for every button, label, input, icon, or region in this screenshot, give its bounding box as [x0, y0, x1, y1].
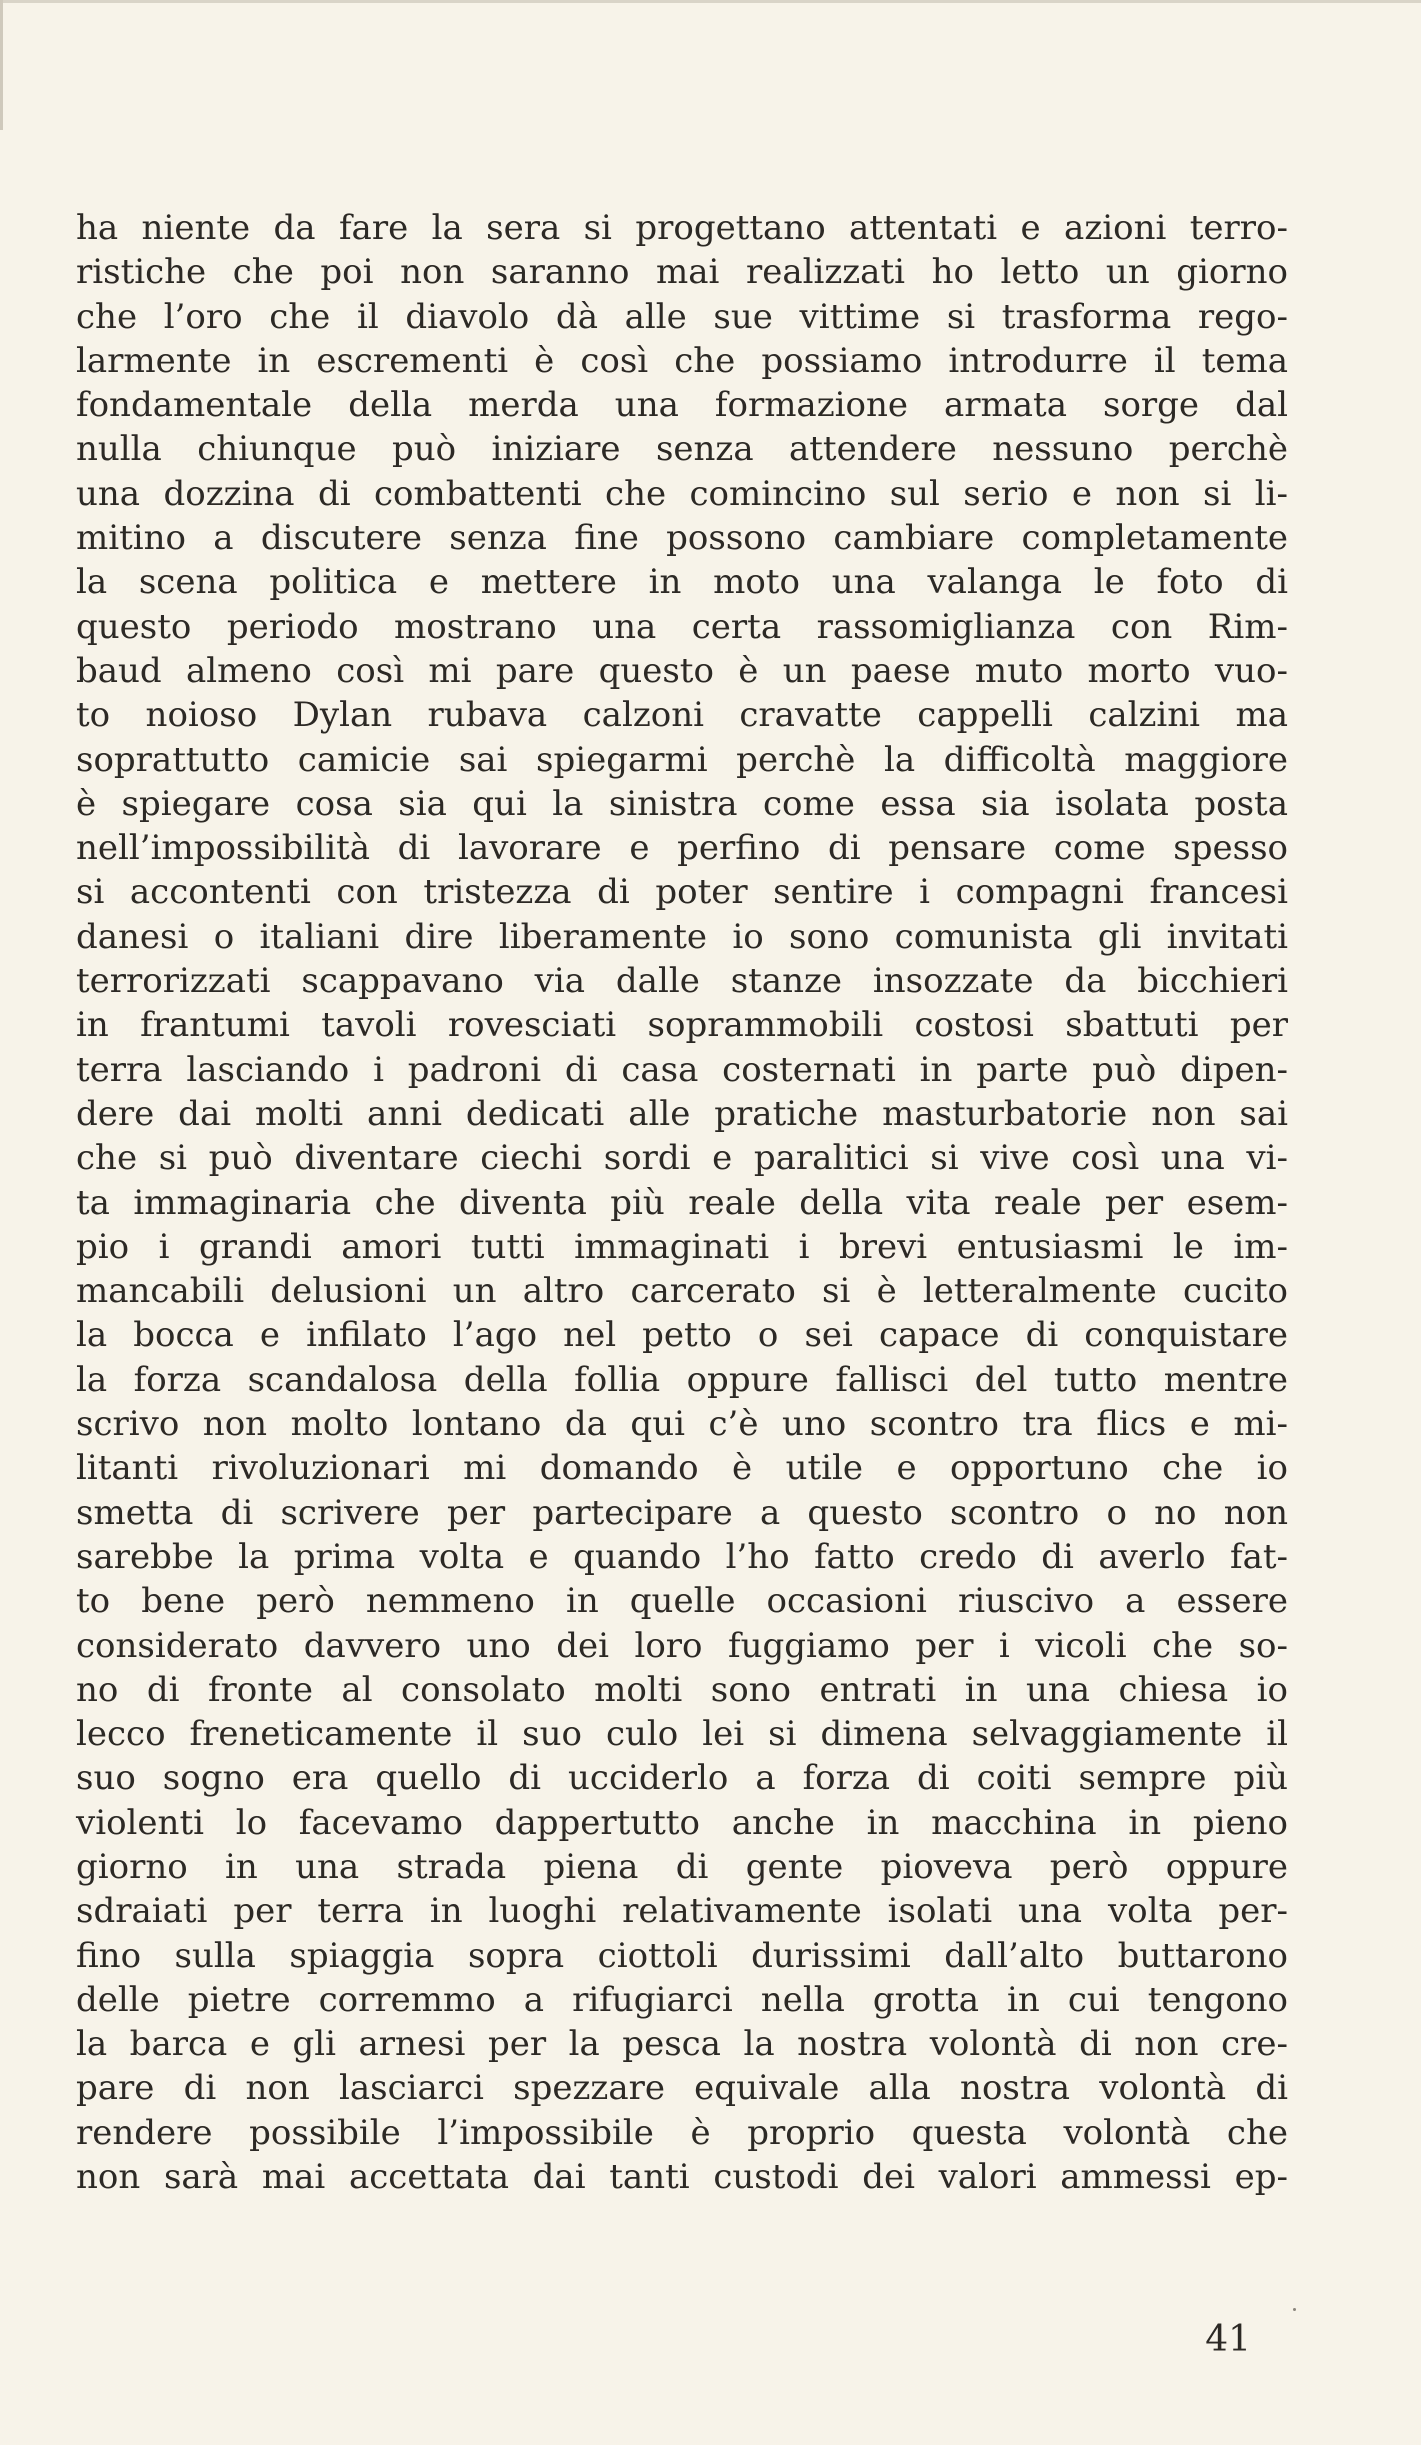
- left-edge-mark: [0, 0, 3, 130]
- text-line: fondamentale della merda una formazione armata sorge dal: [76, 385, 1288, 426]
- print-speck: [1293, 2308, 1296, 2311]
- text-line: pare di non lasciarci spezzare equivale alla nostra volontà di: [76, 2068, 1288, 2109]
- text-line: giorno in una strada piena di gente pioveva però oppure: [76, 1846, 1288, 1887]
- text-line: una dozzina di combattenti che comincino sul serio e non si li-: [76, 473, 1288, 514]
- text-line: rendere possibile l’impossibile è proprio questa volontà che: [76, 2112, 1288, 2153]
- text-line: questo periodo mostrano una certa rassomiglianza con Rim-: [76, 606, 1288, 647]
- text-line: mitino a discutere senza fine possono cambiare completamente: [76, 518, 1288, 559]
- text-line: considerato davvero uno dei loro fuggiamo per i vicoli che so-: [76, 1625, 1288, 1666]
- text-line: la bocca e infilato l’ago nel petto o sei capace di conquistare: [76, 1315, 1288, 1356]
- text-line: smetta di scrivere per partecipare a questo scontro o no non: [76, 1492, 1288, 1533]
- text-line: larmente in escrementi è così che possiamo introdurre il tema: [76, 340, 1288, 381]
- text-line: baud almeno così mi pare questo è un paese muto morto vuo-: [76, 650, 1288, 691]
- body-text: [76, 206, 1288, 2199]
- text-line: ha niente da fare la sera si progettano attentati e azioni terro-: [76, 208, 1288, 248]
- text-line: nulla chiunque può iniziare senza attendere nessuno perchè: [76, 429, 1288, 470]
- text-line: nell’impossibilità di lavorare e perfino di pensare come spesso: [76, 828, 1288, 869]
- text-line: soprattutto camicie sai spiegarmi perchè la difficoltà maggiore: [76, 739, 1288, 780]
- text-line: to noioso Dylan rubava calzoni cravatte cappelli calzini ma: [76, 695, 1288, 736]
- text-line: che l’oro che il diavolo dà alle sue vittime si trasforma rego-: [76, 296, 1288, 337]
- text-line: to bene però nemmeno in quelle occasioni riuscivo a essere: [76, 1581, 1288, 1622]
- text-line: ristiche che poi non saranno mai realizzati ho letto un giorno: [76, 252, 1288, 293]
- text-line: ta immaginaria che diventa più reale della vita reale per esem-: [76, 1182, 1288, 1223]
- text-line: terra lasciando i padroni di casa costernati in parte può dipen-: [76, 1049, 1288, 1090]
- text-line: in frantumi tavoli rovesciati soprammobili costosi sbattuti per: [76, 1005, 1288, 1046]
- text-line: danesi o italiani dire liberamente io sono comunista gli invitati: [76, 916, 1288, 957]
- text-line: terrorizzati scappavano via dalle stanze insozzate da bicchieri: [76, 961, 1288, 1002]
- text-line: la scena politica e mettere in moto una valanga le foto di: [76, 562, 1288, 603]
- text-line: violenti lo facevamo dappertutto anche in macchina in pieno: [76, 1802, 1288, 1843]
- text-line: delle pietre corremmo a rifugiarci nella grotta in cui tengono: [76, 1979, 1288, 2020]
- text-line: sarebbe la prima volta e quando l’ho fatto credo di averlo fat-: [76, 1536, 1288, 1577]
- text-line: fino sulla spiaggia sopra ciottoli durissimi dall’alto buttarono: [76, 1935, 1288, 1976]
- text-line: no di fronte al consolato molti sono entrati in una chiesa io: [76, 1669, 1288, 1710]
- text-line: scrivo non molto lontano da qui c’è uno scontro tra flics e mi-: [76, 1404, 1288, 1445]
- text-line: non sarà mai accettata dai tanti custodi dei valori ammessi ep-: [76, 2157, 1288, 2198]
- text-line: litanti rivoluzionari mi domando è utile e opportuno che io: [76, 1448, 1288, 1489]
- text-line: pio i grandi amori tutti immaginati i brevi entusiasmi le im-: [76, 1226, 1288, 1267]
- text-line: lecco freneticamente il suo culo lei si dimena selvaggiamente il: [76, 1714, 1288, 1755]
- text-line: suo sogno era quello di ucciderlo a forza di coiti sempre più: [76, 1758, 1288, 1799]
- text-line: sdraiati per terra in luoghi relativamente isolati una volta per-: [76, 1891, 1288, 1932]
- text-line: dere dai molti anni dedicati alle pratiche masturbatorie non sai: [76, 1093, 1288, 1134]
- text-line: la barca e gli arnesi per la pesca la nostra volontà di non cre-: [76, 2024, 1288, 2065]
- page-number: 41: [1205, 2319, 1251, 2360]
- text-line: si accontenti con tristezza di poter sentire i compagni francesi: [76, 872, 1288, 913]
- text-line: è spiegare cosa sia qui la sinistra come essa sia isolata posta: [76, 783, 1288, 824]
- text-line: mancabili delusioni un altro carcerato si è letteralmente cucito: [76, 1271, 1288, 1312]
- text-line: che si può diventare ciechi sordi e paralitici si vive così una vi-: [76, 1138, 1288, 1179]
- top-edge-divider: [0, 0, 1421, 3]
- text-line: la forza scandalosa della follia oppure fallisci del tutto mentre: [76, 1359, 1288, 1400]
